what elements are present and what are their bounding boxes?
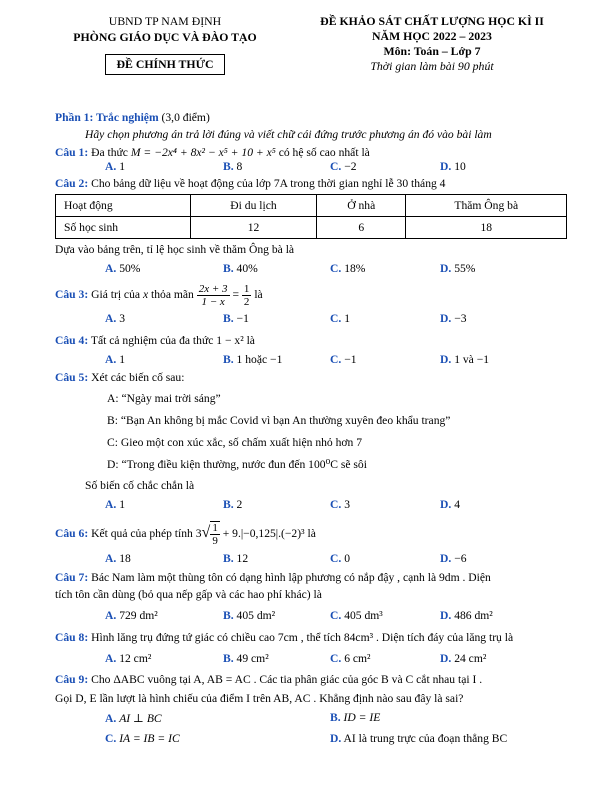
exam-title-block: [282, 14, 582, 74]
option-b[interactable]: B. 12: [223, 552, 249, 565]
option-b[interactable]: B. 405 dm²: [223, 609, 276, 622]
table-header-cell: Ở nhà: [316, 195, 405, 217]
question-1-options: [55, 160, 575, 176]
question-2: Câu 2: Cho bảng dữ liệu về hoạt động của lớp 7A trong thời gian nghỉ lễ 30 tháng 4: [55, 177, 446, 190]
option-b[interactable]: B. 49 cm²: [223, 652, 269, 665]
fraction: $\frac{2x + 3}{1 - x}$: [198, 282, 228, 308]
table-header-cell: Thăm Ông bà: [406, 195, 567, 217]
event-b: B: “Bạn An không bị mắc Covid vì bạn An thường xuyên đeo khẩu trang”: [107, 414, 451, 427]
table-cell: 12: [191, 217, 317, 239]
question-4: Câu 4: Tất cả nghiệm của đa thức 1 − x² là: [55, 334, 255, 347]
question-9-options-row2: [55, 732, 575, 748]
question-2-options: [55, 262, 575, 278]
option-d[interactable]: D. −3: [440, 312, 467, 325]
event-a: A: “Ngày mai trời sáng”: [107, 392, 221, 405]
question-9-options-row1: [55, 711, 575, 727]
subject: Môn: Toán – Lớp 7: [383, 44, 481, 58]
option-a[interactable]: A. 1: [105, 498, 125, 511]
option-d[interactable]: D. −6: [440, 552, 467, 565]
question-7-options: [55, 609, 575, 625]
option-c[interactable]: C. 18%: [330, 262, 366, 275]
issuer-line-2: PHÒNG GIÁO DỤC VÀ ĐÀO TẠO: [73, 30, 257, 44]
sqrt-sign: √: [201, 524, 211, 541]
fraction: $\frac{1}{2}$: [243, 282, 250, 308]
question-6-options: [55, 552, 575, 568]
option-a[interactable]: A. 12 cm²: [105, 652, 152, 665]
option-a[interactable]: A. 18: [105, 552, 131, 565]
option-c[interactable]: C. 6 cm²: [330, 652, 371, 665]
option-a[interactable]: A. 50%: [105, 262, 141, 275]
question-1: Câu 1: Đa thức M = −2x⁴ + 8x² − x⁵ + 10 + x⁵ có hệ số cao nhất là: [55, 146, 370, 159]
part1-heading: Phần 1: Trắc nghiệm (3,0 điểm): [55, 111, 210, 124]
question-9-cont: Gọi D, E lần lượt là hình chiếu của điểm I trên AB, AC . Khẳng định nào sau đây là sai?: [55, 692, 464, 705]
option-b[interactable]: B. 1 hoặc −1: [223, 353, 283, 366]
option-d[interactable]: D. 1 và −1: [440, 353, 490, 366]
option-d[interactable]: D. AI là trung trực của đoạn thẳng BC: [330, 732, 508, 745]
fraction: $\frac{1}{9}$: [212, 522, 218, 548]
question-6: Câu 6: Kết quả của phép tính 3√ $\frac{1}{9}$ + 9.|−0,125|.(−2)³ là: [55, 522, 316, 548]
question-3: Câu 3: Giá trị của x thỏa mãn $\frac{2x + 3}{1 - x}$ = $\frac{1}{2}$ là: [55, 282, 263, 308]
option-b[interactable]: B. 8: [223, 160, 243, 173]
option-a[interactable]: A. 729 dm²: [105, 609, 158, 622]
table-cell: 6: [316, 217, 405, 239]
question-2-followup: Dựa vào bảng trên, tỉ lệ học sinh về thăm Ông bà là: [55, 243, 295, 256]
option-a[interactable]: A. 1: [105, 353, 125, 366]
option-a[interactable]: A. AI ⊥ BC: [105, 712, 162, 725]
question-8-options: [55, 652, 575, 668]
option-d[interactable]: D. 55%: [440, 262, 476, 275]
question-3-options: [55, 312, 575, 328]
option-b[interactable]: B. ID = IE: [330, 711, 381, 724]
option-d[interactable]: D. 486 dm²: [440, 609, 493, 622]
option-c[interactable]: C. 405 dm³: [330, 609, 383, 622]
option-c[interactable]: C. −1: [330, 353, 357, 366]
option-b[interactable]: B. −1: [223, 312, 249, 325]
option-c[interactable]: C. 0: [330, 552, 350, 565]
option-c[interactable]: C. 3: [330, 498, 350, 511]
question-8: Câu 8: Hình lăng trụ đứng tứ giác có chiều cao 7cm , thể tích 84cm³ . Diện tích đáy của lăng trụ là: [55, 631, 514, 644]
option-b[interactable]: B. 2: [223, 498, 243, 511]
option-a[interactable]: A. 1: [105, 160, 125, 173]
issuer-block: [60, 14, 270, 75]
table-row: [56, 217, 567, 239]
exam-title: ĐỀ KHẢO SÁT CHẤT LƯỢNG HỌC KÌ II: [320, 14, 544, 28]
option-b[interactable]: B. 40%: [223, 262, 258, 275]
table-cell: Số học sinh: [56, 217, 191, 239]
exam-body: [55, 110, 575, 748]
option-c[interactable]: C. IA = IB = IC: [105, 732, 180, 745]
question-5-ask: Số biến cố chắc chắn là: [85, 479, 195, 492]
table-header-cell: Đi du lịch: [191, 195, 317, 217]
table-cell: 18: [406, 217, 567, 239]
part1-instruction: Hãy chọn phương án trả lời đúng và viết chữ cái đứng trước phương án đó vào bài làm: [85, 128, 492, 141]
table-header-cell: Hoạt động: [56, 195, 191, 217]
activity-table: [55, 194, 567, 239]
option-d[interactable]: D. 24 cm²: [440, 652, 487, 665]
table-header-row: [56, 195, 567, 217]
question-5-options: [55, 498, 575, 514]
question-5: Câu 5: Xét các biến cố sau:: [55, 371, 185, 384]
event-d: D: “Trong điều kiện thường, nước đun đến 100⁰C sẽ sôi: [107, 458, 367, 471]
question-9: Câu 9: Cho ΔABC vuông tại A, AB = AC . Các tia phân giác của góc B và C cắt nhau tại I .: [55, 673, 483, 686]
question-4-options: [55, 353, 575, 369]
option-c[interactable]: C. 1: [330, 312, 350, 325]
option-d[interactable]: D. 10: [440, 160, 466, 173]
option-d[interactable]: D. 4: [440, 498, 460, 511]
official-badge: ĐỀ CHÍNH THỨC: [105, 54, 224, 75]
time-allowed: Thời gian làm bài 90 phút: [370, 59, 494, 73]
question-7-cont: tích tôn cần dùng (bỏ qua nếp gấp và các hao phí khác) là: [55, 588, 322, 601]
option-a[interactable]: A. 3: [105, 312, 125, 325]
issuer-line-1: UBND TP NAM ĐỊNH: [108, 14, 222, 28]
question-7: Câu 7: Bác Nam làm một thùng tôn có dạng hình lập phương có nắp đậy , cạnh là 9dm . Diện: [55, 571, 491, 584]
school-year: NĂM HỌC 2022 – 2023: [372, 29, 492, 43]
event-c: C: Gieo một con xúc xắc, số chấm xuất hiện nhỏ hơn 7: [107, 436, 363, 449]
option-c[interactable]: C. −2: [330, 160, 357, 173]
